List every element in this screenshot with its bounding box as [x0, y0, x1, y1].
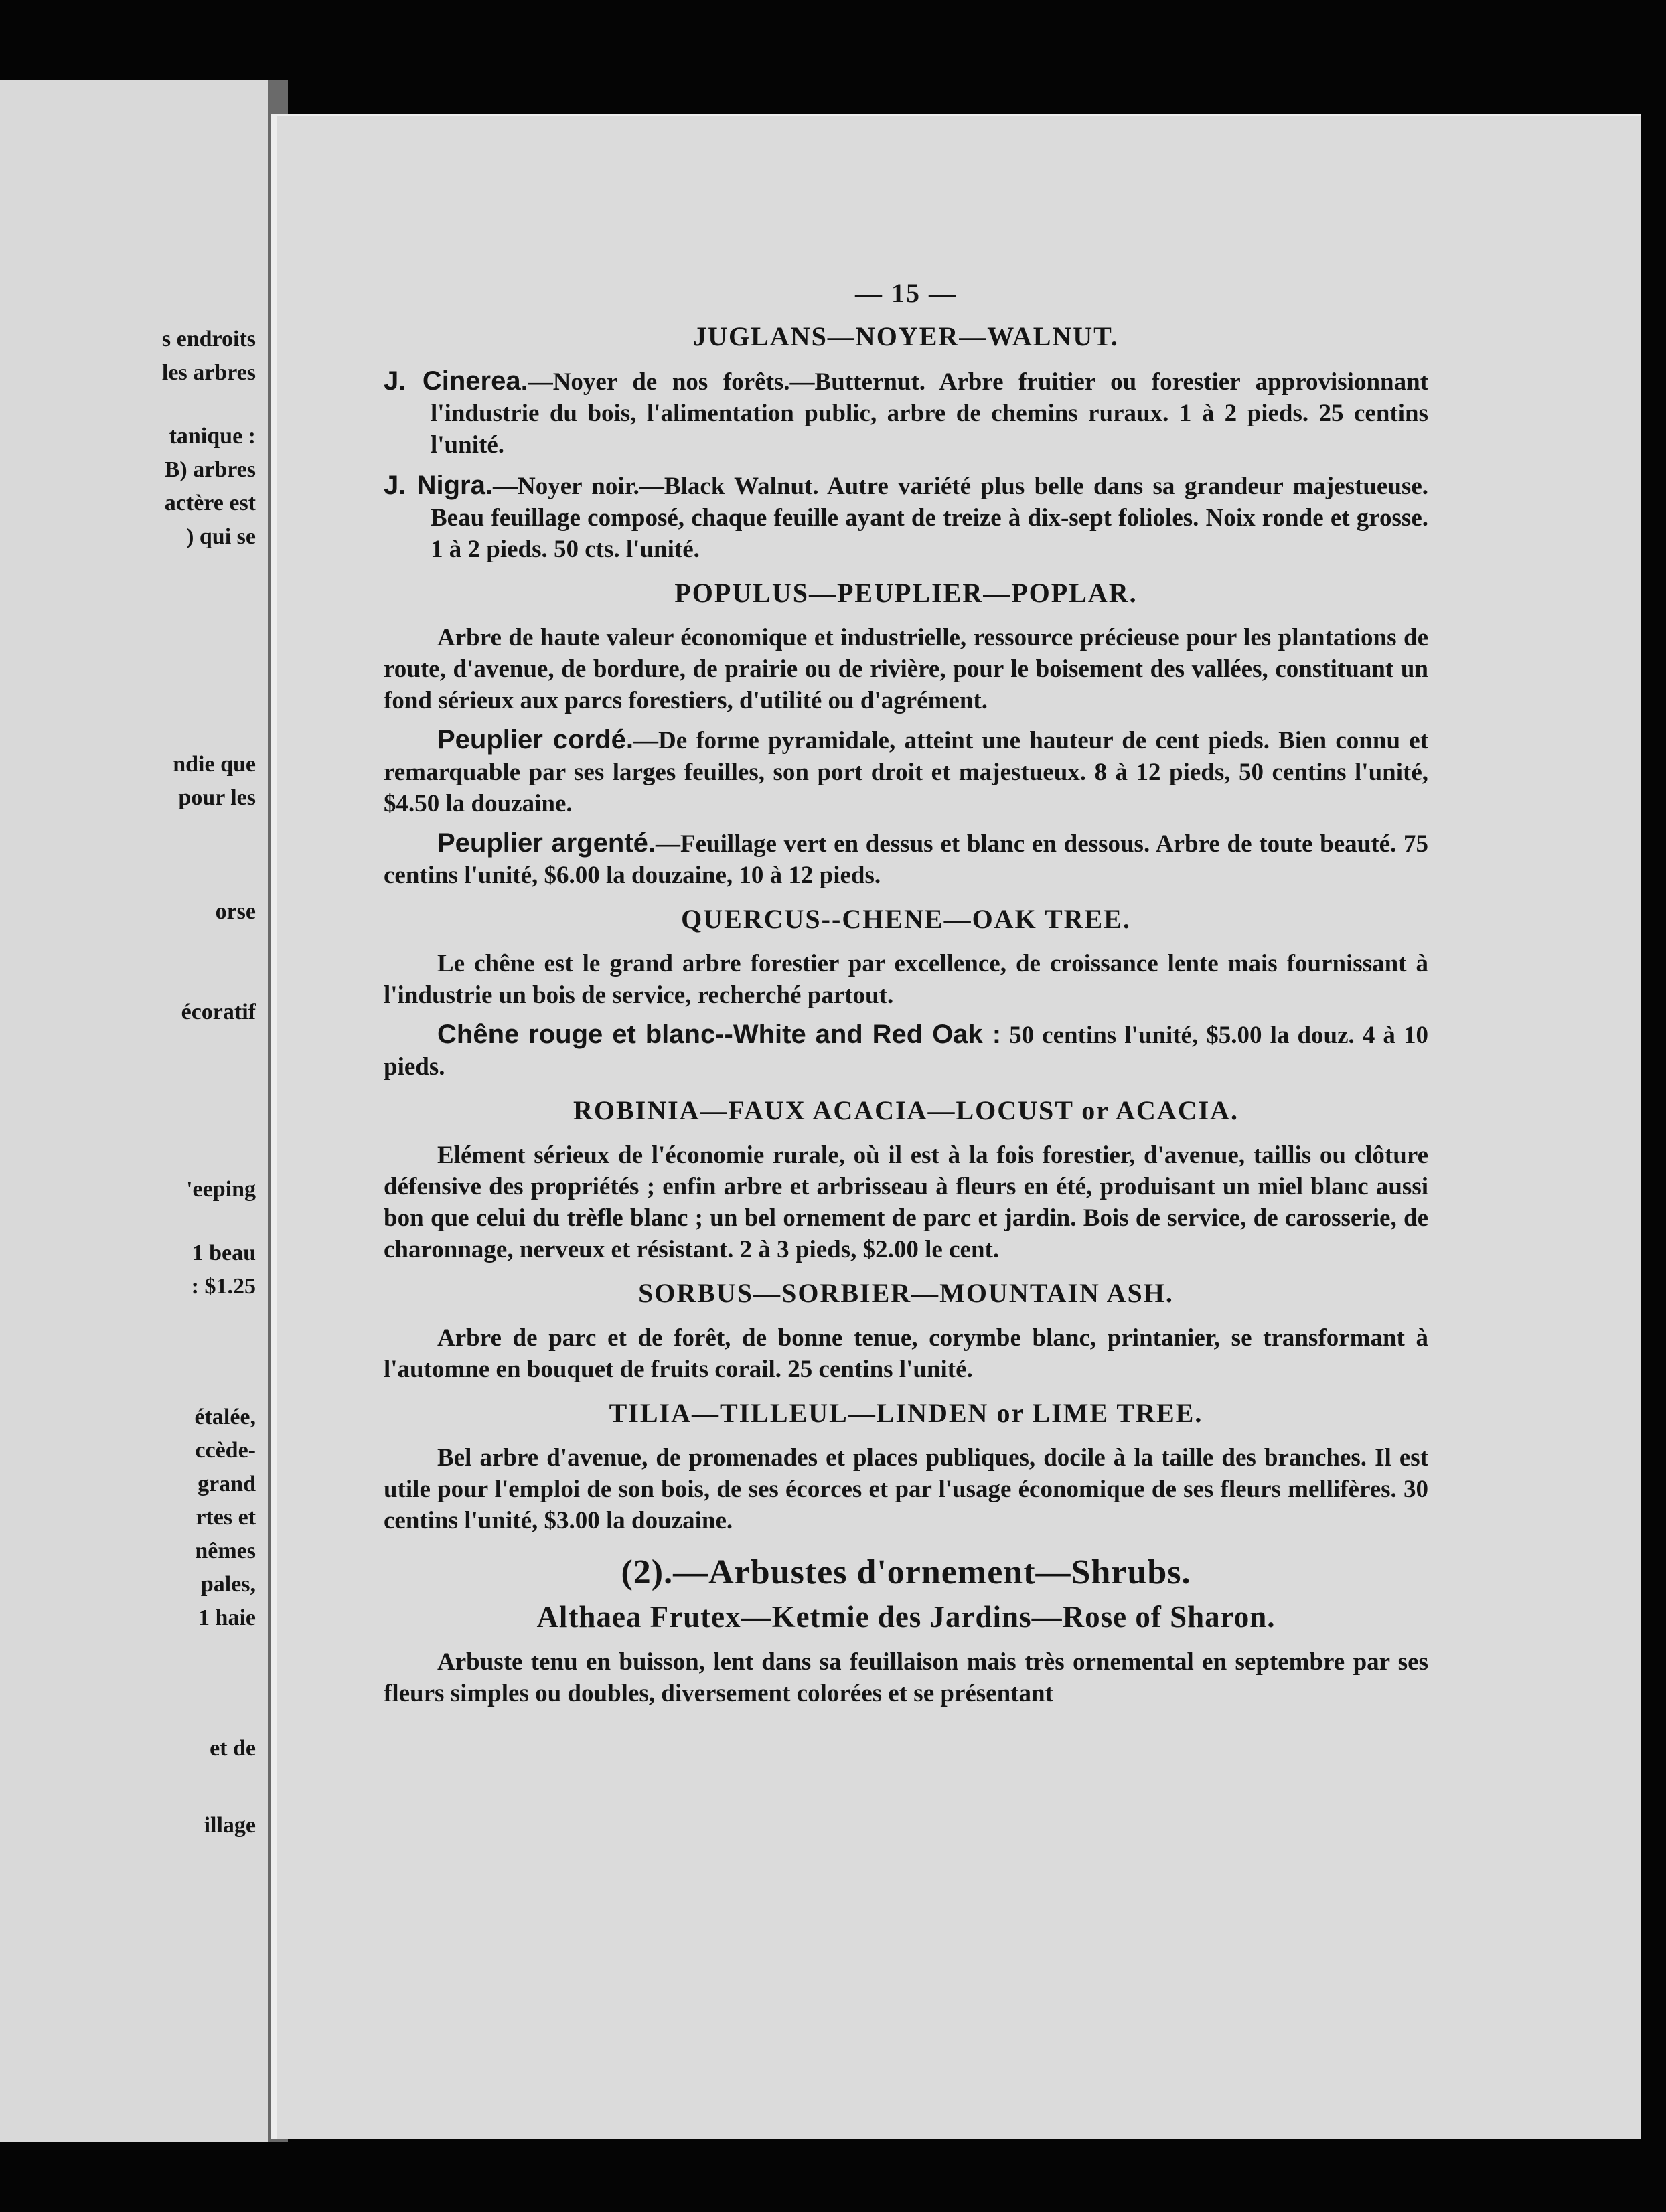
- entry-term: Peuplier cordé.: [437, 725, 633, 755]
- left-fragment: ccède-: [195, 1438, 256, 1463]
- entry-term: J. Cinerea.: [384, 366, 528, 396]
- left-fragment: 1 haie: [198, 1605, 256, 1630]
- entry-text: —Noyer de nos forêts.—Butternut. Arbre fruitier ou forestier approvisionnant l'industrie du bois, l'alimentation public, arbre de chemins ruraux. 1 à 2 pieds. 25 centins l'unité.: [431, 368, 1429, 459]
- section-intro: Arbre de parc et de forêt, de bonne tenue, corymbe blanc, printanier, se transformant à l'automne en bouquet de fruits corail. 25 centins l'unité.: [384, 1324, 1428, 1383]
- entry-term: Chêne rouge et blanc--White and Red Oak :: [437, 1020, 1002, 1049]
- entry-chene: [384, 1019, 1428, 1083]
- entry-peuplier-corde: [384, 724, 1428, 819]
- left-fragment: grand: [198, 1472, 256, 1496]
- shrubs-intro: Arbuste tenu en buisson, lent dans sa feuillaison mais très ornemental en septembre par ses fleurs simples ou doubles, diversement colorées et se présentant: [384, 1648, 1428, 1707]
- section-intro: Bel arbre d'avenue, de promenades et places publiques, docile à la taille des branches. Il est utile pour l'emploi de son bois, de ses écorces et par l'usage économique de ses fleurs mellifères. 30 centins l'unité, $3.00 la douzaine.: [384, 1444, 1428, 1534]
- section-heading-juglans: JUGLANS—NOYER—WALNUT.: [693, 321, 1119, 351]
- entry-text: —Noyer noir.—Black Walnut. Autre variété plus belle dans sa grandeur majestueuse. Beau feuillage composé, chaque feuille ayant de treize à dix-sept folioles. Noix ronde et grosse. 1 à 2 pieds. 50 cts. l'unité.: [431, 473, 1428, 563]
- left-fragment: actère est: [164, 491, 256, 516]
- left-fragment: les arbres: [161, 360, 256, 385]
- page-number: — 15 —: [855, 278, 957, 308]
- entry-text: —De forme pyramidale, atteint une hauteur de cent pieds. Bien connu et remarquable par ses larges feuilles, son port droit et majestueux. 8 à 12 pieds, 50 centins l'unité, $4.50 la douzaine.: [384, 727, 1429, 817]
- left-fragment: étalée,: [194, 1405, 256, 1429]
- page-content: [384, 277, 1428, 1717]
- section-heading-tilia: TILIA—TILLEUL—LINDEN or LIME TREE.: [609, 1398, 1203, 1428]
- left-fragment: pales,: [200, 1572, 256, 1597]
- section-heading-robinia: ROBINIA—FAUX ACACIA—LOCUST or ACACIA.: [573, 1095, 1239, 1125]
- left-fragment: ) qui se: [186, 524, 256, 549]
- section-heading-sorbus: SORBUS—SORBIER—MOUNTAIN ASH.: [638, 1278, 1174, 1308]
- main-page: [271, 114, 1641, 2139]
- section-heading-quercus: QUERCUS--CHENE—OAK TREE.: [681, 904, 1131, 934]
- left-fragment: et de: [210, 1736, 256, 1761]
- entry-j-nigra: [384, 470, 1428, 565]
- left-facing-page: [0, 80, 272, 2142]
- entry-peuplier-argente: [384, 827, 1428, 891]
- left-fragment: 1 beau: [192, 1241, 256, 1265]
- left-fragment: rtes et: [196, 1505, 256, 1530]
- left-fragment: B) arbres: [164, 457, 256, 482]
- entry-text: 50 centins l'unité, $5.00 la douz. 4 à 10 pieds.: [384, 1022, 1428, 1081]
- left-fragment: illage: [204, 1813, 256, 1838]
- left-fragment: écoratif: [181, 1000, 256, 1024]
- left-fragment: tanique :: [169, 424, 256, 449]
- left-fragment: pour les: [178, 785, 256, 810]
- left-fragment: ndie que: [173, 752, 256, 777]
- left-fragment: orse: [215, 899, 256, 924]
- section-intro: Elément sérieux de l'économie rurale, où il est à la fois forestier, d'avenue, taillis ou clôture défensive des propriétés ; enfin arbre et arbrisseau à fleurs en été, produisant un miel blanc aussi bon que celui du trèfle blanc ; un bel ornement de parc et jardin. Bois de service, de carosserie, de charonnage, nerveux et résistant. 2 à 3 pieds, $2.00 le cent.: [384, 1141, 1428, 1263]
- entry-term: J. Nigra.: [384, 471, 493, 500]
- section-heading-populus: POPULUS—PEUPLIER—POPLAR.: [674, 578, 1138, 608]
- entry-j-cinerea: [384, 366, 1428, 461]
- left-fragment: 'eeping: [186, 1177, 256, 1202]
- section-intro: Arbre de haute valeur économique et industrielle, ressource précieuse pour les plantations de route, d'avenue, de bordure, de prairie ou de rivière, pour le boisement des vallées, constituant un fond sérieux aux parcs forestiers, d'utilité ou d'agrément.: [384, 624, 1428, 714]
- shrubs-heading: (2).—Arbustes d'ornement—Shrubs.: [621, 1553, 1191, 1591]
- left-fragment: nêmes: [195, 1538, 256, 1563]
- left-fragment: : $1.25: [191, 1274, 256, 1299]
- entry-term: Peuplier argenté.: [437, 828, 656, 858]
- section-intro: Le chêne est le grand arbre forestier par excellence, de croissance lente mais fournissant à l'industrie un bois de service, recherché partout.: [384, 950, 1428, 1009]
- left-fragment: s endroits: [161, 327, 256, 351]
- entry-text: —Feuillage vert en dessus et blanc en dessous. Arbre de toute beauté. 75 centins l'unité, $6.00 la douzaine, 10 à 12 pieds.: [384, 830, 1428, 889]
- shrubs-subheading: Althaea Frutex—Ketmie des Jardins—Rose of Sharon.: [536, 1600, 1276, 1634]
